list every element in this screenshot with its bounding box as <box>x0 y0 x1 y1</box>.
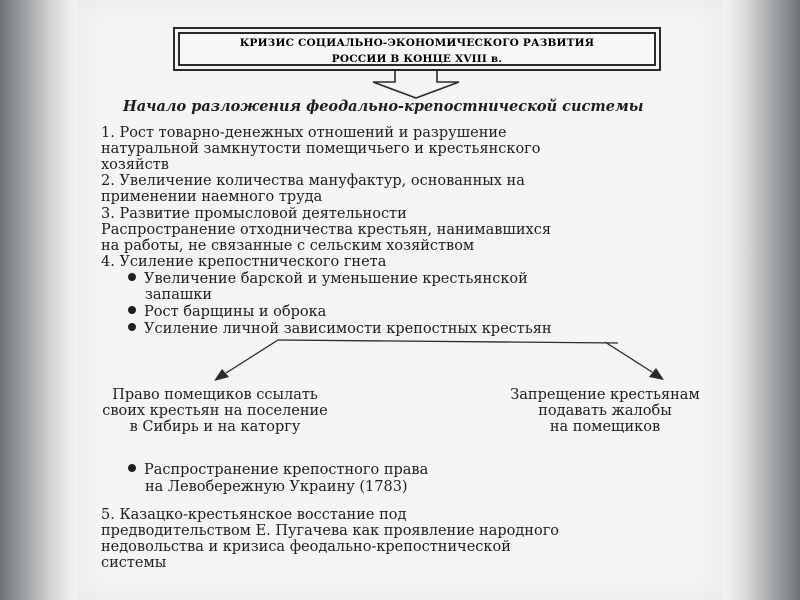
item5-line-1: 5. Казацко-крестьянское восстание под <box>101 507 407 523</box>
title-line-1: КРИЗИС СОЦИАЛЬНО-ЭКОНОМИЧЕСКОГО РАЗВИТИЯ <box>239 37 595 49</box>
right-branch-line-2: подавать жалобы <box>538 403 672 419</box>
item3-line-3: на работы, не связанные с сельским хозяйством <box>101 238 475 254</box>
title-line-2: РОССИИ В КОНЦЕ XVIII в. <box>331 53 503 65</box>
item5-line-4: системы <box>101 555 167 571</box>
left-branch-arrow-line <box>226 340 278 373</box>
item5-line-2: предводительством Е. Пугачева как проявление народного <box>101 523 560 539</box>
bullet-item-continuation: запашки <box>145 287 213 303</box>
left-branch-line-3: в Сибирь и на каторгу <box>129 419 301 435</box>
bullet-item: Усиление личной зависимости крепостных крестьян <box>128 321 552 337</box>
right-branch-arrow-line <box>605 342 652 372</box>
bullet-icon <box>128 323 136 331</box>
left-branch-arrowhead <box>214 369 229 381</box>
bullet-item: Увеличение барской и уменьшение крестьянской <box>128 271 528 287</box>
title-box <box>178 32 656 66</box>
left-branch-line-1: Право помещиков ссылать <box>112 387 318 403</box>
bullet-item: Рост барщины и оброка <box>128 304 326 320</box>
right-branch-line-3: на помещиков <box>549 419 661 435</box>
bullet-ukraine: Распространение крепостного права <box>128 462 428 478</box>
item3-line-1: 3. Развитие промысловой деятельности <box>101 206 407 222</box>
right-branch-line-1: Запрещение крестьянам <box>510 387 700 403</box>
branch-top-line <box>278 340 618 343</box>
bullet-icon <box>128 306 136 314</box>
left-branch <box>85 387 345 435</box>
item1-line-2: натуральной замкнутости помещичьего и крестьянского <box>101 141 541 157</box>
item3-line-2: Распространение отходничества крестьян, нанимавшихся <box>101 222 551 238</box>
right-branch-arrowhead <box>649 368 664 380</box>
item5-line-3: недовольства и кризиса феодально-крепостнической <box>101 539 511 555</box>
right-branch <box>480 387 730 435</box>
down-arrow <box>373 71 459 98</box>
item2-line-2: применении наемного труда <box>101 189 323 205</box>
bullet-icon <box>128 273 136 281</box>
left-branch-line-2: своих крестьян на поселение <box>102 403 328 419</box>
item1-line-1: 1. Рост товарно-денежных отношений и разрушение <box>101 125 507 141</box>
item2-line-1: 2. Увеличение количества мануфактур, основанных на <box>101 173 525 189</box>
item1-line-3: хозяйств <box>101 157 169 173</box>
bullet-icon <box>128 464 136 472</box>
bullet-ukraine-continuation: на Левобережную Украину (1783) <box>145 479 408 495</box>
item4-line: 4. Усиление крепостнического гнета <box>101 254 387 270</box>
subtitle: Начало разложения феодально-крепостнической системы <box>123 98 644 115</box>
